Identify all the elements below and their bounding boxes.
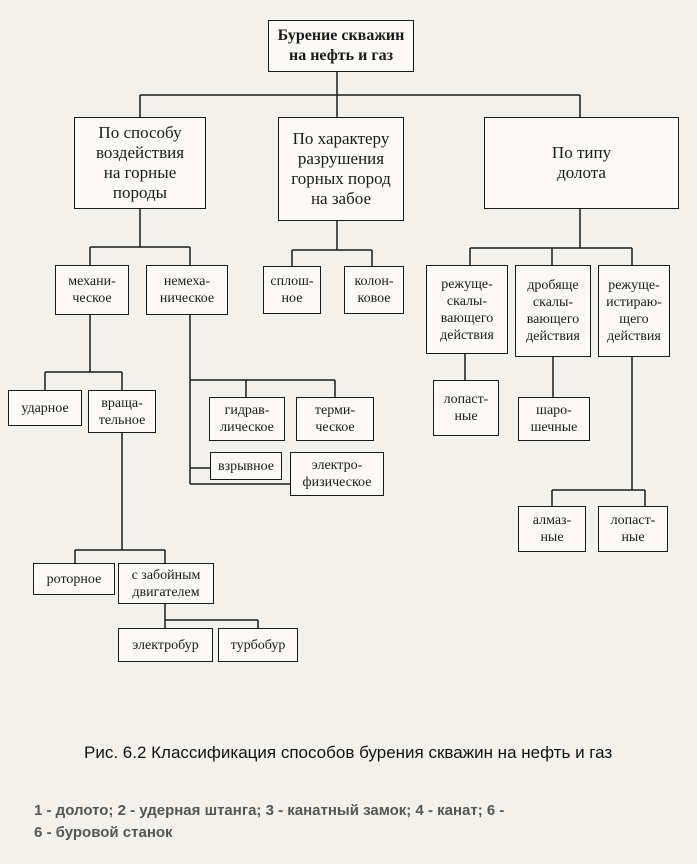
node-cutting-shearing: режуще- скалы- вающего действия [426,265,508,354]
node-mechanical: механи- ческое [55,265,129,315]
node-by-destruction: По характеру разрушения горных пород на забое [278,117,404,221]
node-solid: сплош- ное [263,266,321,314]
node-crushing-shearing: дробяще скалы- вающего действия [515,265,591,357]
node-nonmechanical: немеха- ническое [146,265,228,315]
node-by-method: По способу воздействия на горные породы [74,117,206,209]
node-hydraulic: гидрав- лическое [209,397,285,441]
root-node: Бурение скважин на нефть и газ [268,20,414,72]
node-electrophysical: электро- физическое [290,452,384,496]
footer-text: 1 - долото; 2 - удерная штанга; 3 - канатный замок; 4 - канат; 6 - 6 - буровой станок [34,802,505,841]
node-downhole-motor: с забойным двигателем [118,563,214,604]
node-roller-bits: шаро- шечные [518,397,590,441]
node-percussion: ударное [8,390,82,426]
node-cutting-abrasive: режуще- истираю- щего действия [598,265,670,357]
node-electrodrill: электробур [118,628,213,662]
node-explosive: взрывное [210,452,282,480]
node-by-bit-type: По типу долота [484,117,679,209]
node-diamond-bits: алмаз- ные [518,506,586,552]
node-core: колон- ковое [344,266,404,314]
node-turbodrill: турбобур [218,628,298,662]
node-blade-bits-1: лопаст- ные [433,380,499,436]
node-blade-bits-2: лопаст- ные [598,506,668,552]
figure-caption: Рис. 6.2 Классификация способов бурения скважин на нефть и газ [84,743,613,762]
node-thermal: терми- ческое [296,397,374,441]
node-rotary: враща- тельное [88,390,156,433]
node-rotor: роторное [33,563,115,595]
